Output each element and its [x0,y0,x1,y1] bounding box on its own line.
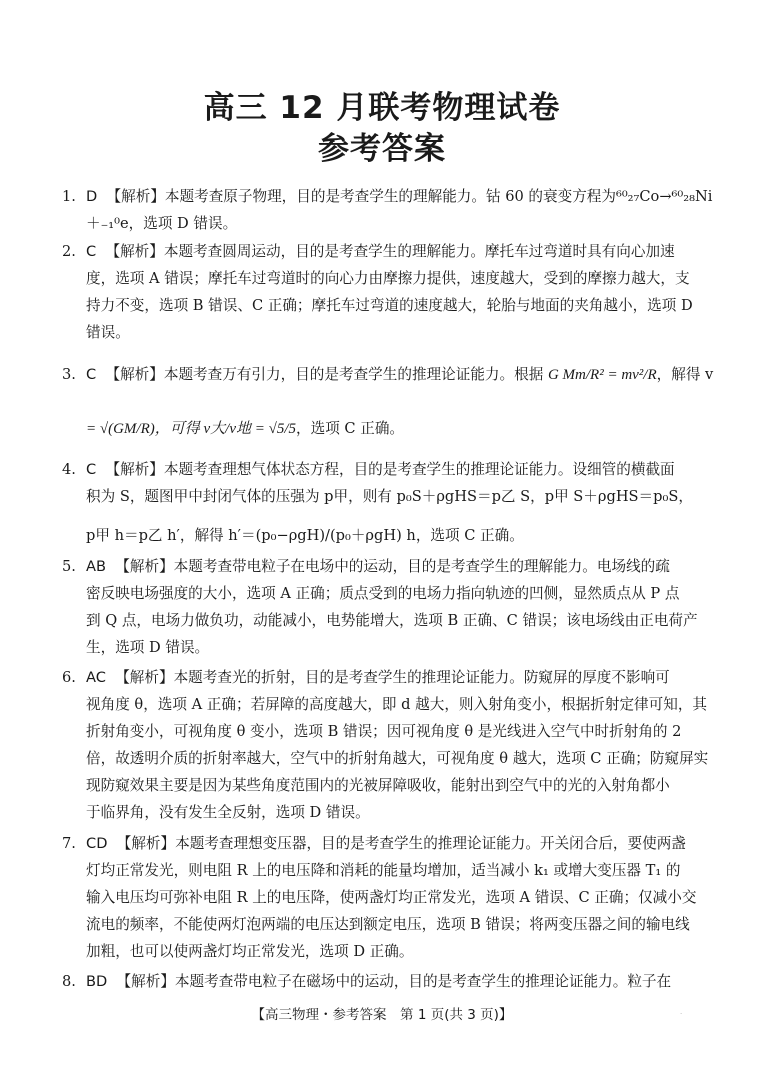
answer-item-6 [62,664,709,826]
item-answer: D [86,188,98,205]
item-number: 7. [62,835,76,852]
item-text: 【解析】本题考查带电粒子在磁场中的运动，目的是考查学生的推理论证能力。粒子在 [116,973,672,990]
velocity-formula: = √(GM/R)，可得 v大/v地 = √5/5 [86,421,297,437]
item-line [62,456,702,483]
page-footer: 【高三物理・参考答案 第 1 页(共 3 页)】 [251,1007,513,1023]
item-line [62,265,702,292]
item-text: 错误。 [86,324,130,341]
item-text: 输入电压均可弥补电阻 R 上的电压降，使两盏灯均正常发光，选项 A 错误、C 正确；仅减小交 [86,889,697,906]
answer-item-2 [62,238,702,346]
gravitation-formula: G Mm/R² = mv²/R [547,367,657,383]
item-line [62,772,702,799]
item-line [62,518,702,554]
item-text: 灯均正常发光，则电阻 R 上的电压降和消耗的能量均增加，适当减小 k₁ 或增大变压器 T₁ 的 [86,862,681,879]
item-line [62,857,702,884]
item-line [62,938,702,965]
answer-item-7 [62,830,702,965]
item-line [62,607,702,634]
item-text: ，选项 C 正确。 [296,420,405,437]
item-line [62,412,702,446]
item-number: 1. [62,188,76,205]
item-line [62,183,713,210]
answer-item-1 [62,183,713,237]
item-text: 【解析】本题考查圆周运动，目的是考查学生的理解能力。摩托车过弯道时具有向心加速 [105,243,675,260]
item-text: 到 Q 点，电场力做负功，动能减小，电势能增大，选项 B 正确、C 错误；该电场线由正电荷产 [86,612,698,629]
item-line [62,553,702,580]
item-text: 倍，故透明介质的折射率越大，空气中的折射角越大，可视角度 θ 越大，选项 C 正确；防窥屏实 [86,750,709,767]
item-line [62,884,702,911]
item-answer: AC [86,669,106,686]
item-text: 视角度 θ，选项 A 正确；若屏障的高度越大，即 d 越大，则入射角变小，根据折射定律可知，其 [86,696,708,713]
item-line [62,830,702,857]
item-line [62,911,702,938]
item-line [62,799,702,826]
item-text: ＋₋₁⁰e，选项 D 错误。 [86,215,238,232]
item-text: 折射角变小，可视角度 θ 变小，选项 B 错误；因可视角度 θ 是光线进入空气中时折射角的 2 [86,723,682,740]
item-number: 6. [62,669,76,686]
item-line [62,634,702,661]
item-text: 【解析】本题考查带电粒子在电场中的运动，目的是考查学生的理解能力。电场线的疏 [115,558,670,575]
item-line [62,580,702,607]
item-text: 积为 S，题图甲中封闭气体的压强为 p甲，则有 p₀S＋ρgHS＝p乙 S，p甲 S＋ρgHS＝p₀S， [86,488,693,505]
item-text: 【解析】本题考查理想变压器，目的是考查学生的推理论证能力。开关闭合后，要使两盏 [116,835,686,852]
item-line [62,358,714,392]
item-line [62,664,702,691]
item-number: 4. [62,461,76,478]
item-line [62,483,702,510]
item-number: 8. [62,973,76,990]
item-number: 2. [62,243,76,260]
answer-item-3 [62,358,714,446]
page-subtitle: 参考答案 [318,131,446,167]
item-text: 流电的频率，不能使两灯泡两端的电压达到额定电压，选项 B 错误；将两变压器之间的输电线 [86,916,690,933]
item-answer: C [86,461,97,478]
item-text: 【解析】本题考查原子物理，目的是考查学生的理解能力。钴 60 的衰变方程为⁶⁰₂₇Co→⁶⁰₂₈Ni [106,188,713,205]
item-text: 现防窥效果主要是因为某些角度范围内的光被屏障吸收，能射出到空气中的光的入射角都小 [86,777,670,794]
item-number: 5. [62,558,76,575]
item-line [62,319,702,346]
footer-mark: · [680,1010,683,1018]
item-line [62,238,702,265]
item-line [62,691,708,718]
item-text: 【解析】本题考查光的折射，目的是考查学生的推理论证能力。防窥屏的厚度不影响可 [115,669,670,686]
item-text: 度，选项 A 错误；摩托车过弯道时的向心力由摩擦力提供，速度越大，受到的摩擦力越大，支 [86,270,690,287]
item-answer: BD [86,973,108,990]
item-text: ，解得 v [656,366,714,383]
item-text: 【解析】本题考查万有引力，目的是考查学生的推理论证能力。根据 [105,366,544,383]
item-answer: CD [86,835,108,852]
item-text: 于临界角，没有发生全反射，选项 D 错误。 [86,804,370,821]
page-title: 高三 12 月联考物理试卷 [203,90,561,126]
item-number: 3. [62,366,76,383]
item-text: 持力不变，选项 B 错误、C 正确；摩托车过弯道的速度越大，轮胎与地面的夹角越小，选项 D [86,297,693,314]
answer-item-8 [62,968,702,995]
item-line [62,292,702,319]
item-answer: C [86,243,97,260]
item-text: 生，选项 D 错误。 [86,639,210,656]
item-text: 密反映电场强度的大小，选项 A 正确；质点受到的电场力指向轨迹的凹侧，显然质点从 P 点 [86,585,680,602]
item-answer: AB [86,558,106,575]
item-text: 加粗，也可以使两盏灯均正常发光，选项 D 正确。 [86,943,414,960]
item-line [62,718,702,745]
item-line [62,210,702,237]
answer-item-5 [62,553,702,661]
item-line [62,968,702,995]
answer-item-4 [62,456,702,554]
item-answer: C [86,366,97,383]
item-line [62,745,709,772]
item-text: p甲 h＝p乙 h′，解得 h′＝(p₀−ρgH)/(p₀＋ρgH) h，选项 C 正确。 [86,527,524,544]
item-text: 【解析】本题考查理想气体状态方程，目的是考查学生的推理论证能力。设细管的横截面 [105,461,675,478]
